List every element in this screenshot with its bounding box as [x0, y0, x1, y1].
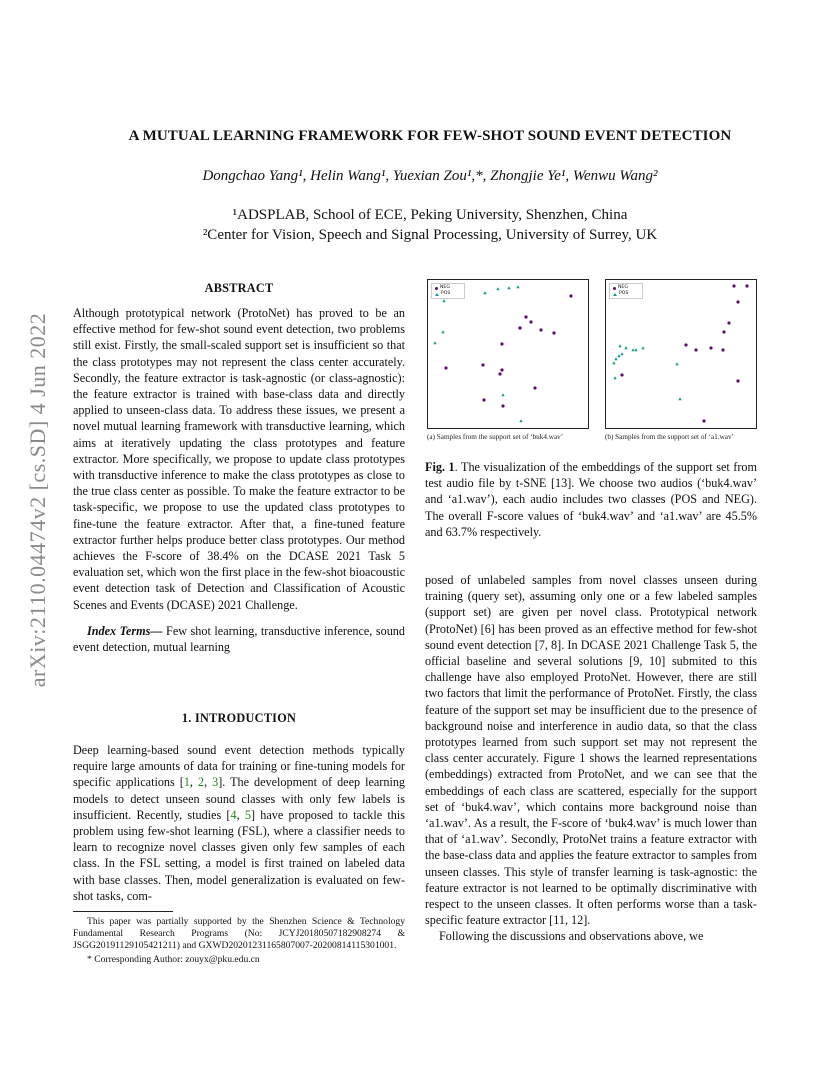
citation-link[interactable]: 1: [183, 775, 190, 790]
neg-point: [529, 320, 532, 323]
neg-point: [498, 372, 501, 375]
neg-point: [721, 348, 724, 351]
index-terms-label: Index Terms—: [87, 623, 163, 638]
citation-link[interactable]: 5: [244, 807, 251, 822]
neg-point: [524, 315, 527, 318]
neg-point: [722, 330, 725, 333]
intro-paragraph-3: Following the discussions and observations above, we: [439, 929, 704, 944]
pos-point: [634, 348, 637, 351]
affiliation-1: ¹ADSPLAB, School of ECE, Peking University, Shenzhen, China: [232, 207, 628, 223]
citation-link[interactable]: 3: [212, 775, 219, 790]
scatter-plot-buk4: [427, 279, 589, 429]
neg-point: [694, 348, 697, 351]
plot-legend: [609, 283, 643, 299]
figure-caption: [425, 459, 757, 540]
subcaption-a: (a) Samples from the support set of ‘buk4.wav’: [427, 433, 564, 441]
pos-point: [433, 341, 436, 344]
pos-point: [624, 346, 627, 349]
pos-point: [618, 344, 621, 347]
index-terms-text: Few shot learning, transductive inference, sound event detection, mutual learning: [73, 623, 405, 655]
pos-point: [641, 346, 644, 349]
abstract-heading: ABSTRACT: [204, 281, 274, 295]
paper-title: A MUTUAL LEARNING FRAMEWORK FOR FEW-SHOT SOUND EVENT DETECTION: [128, 128, 732, 144]
footnote-support-text: This paper was partially supported by the Shenzhen Science & Technology Fundamental Research Programs (No: JCYJ20180507182908274 & JSGG20191129105421211) and GXWD20201231165807007-20200814115301001.: [73, 916, 405, 951]
pos-marker-icon: [435, 293, 439, 296]
pos-point: [519, 419, 522, 422]
neg-point: [732, 284, 735, 287]
pos-point: [631, 348, 634, 351]
intro-heading: 1. INTRODUCTION: [181, 711, 297, 725]
intro-paragraph-2: posed of unlabeled samples from novel classes unseen during training (query set), assuming only one or a few labeled samples (support set) are given per novel class. Prototypical network (ProtoNet) [6] has been proved as an effective method for few-shot sound event detection [7, 8]. In DCASE 2021 Challenge Task 5, the official baseline and several solutions [9, 10] submited to this challenge have also employed ProtoNet. However, there are still two factors that limit the performance of ProtoNet. Firstly, the class feature of the support set may be insufficient due to the presence of background noise and interference in audio data, so that the class prototypes learned from such support set may not represent the class center accurately. Figure 1 shows the learned representations (embeddings) extracted from ProtoNet, and we can see that the embeddings of each class are scattered, especially for the support set of ‘buk4.wav’, which contains more background noise than ‘a1.wav’. As a result, the F-score of ‘buk4.wav’ is much lower than that of ‘a1.wav’. Secondly, ProtoNet trains a feature extractor with the base-class data and applies the feature extractor to samples from unseen classes. This style of transfer learning is task-agnostic: the feature extractor is not learned to be optimally discriminative with respect to the unseen classes. It often performs worse than a task-specific feature extractor [11, 12].: [425, 573, 757, 928]
pos-point: [678, 397, 681, 400]
neg-point: [481, 363, 484, 366]
neg-point: [684, 343, 687, 346]
neg-point: [552, 331, 555, 334]
citation-link[interactable]: 2: [197, 775, 205, 790]
pos-point: [496, 287, 499, 290]
pos-point: [516, 285, 519, 288]
intro-text-a: Deep learning-based sound event detection methods typically require large amounts of data for training or fine-tuning models for specific applications [: [73, 743, 405, 790]
neg-point: [539, 328, 542, 331]
legend-pos-label: POS: [619, 291, 629, 296]
legend-neg-label: NEG: [618, 285, 628, 290]
legend-pos-label: POS: [441, 291, 451, 296]
neg-point: [533, 386, 536, 389]
neg-point: [501, 404, 504, 407]
neg-marker-icon: [435, 287, 438, 290]
neg-point: [702, 419, 705, 422]
intro-continued: [425, 572, 757, 945]
pos-point: [442, 299, 445, 302]
footnote-corresponding: * Corresponding Author: zouyx@pku.edu.cn: [87, 954, 260, 965]
footnote-divider: [73, 911, 173, 912]
intro-paragraph-1: Deep learning-based sound event detection methods typically require large amounts of data for training or fine-tuning models for specific applications [1, 2, 3]. The development of deep learning models to detect unseen sound classes with only few labels is insufficient. Recently, studies [4, 5] have proposed to tackle this problem using few-shot learning (FSL), where a classifier needs to learn to recognize novel classes given only few samples of each class. In the FSL setting, a model is first trained on labeled data with base classes. Then, model generalization is evaluated on few-shot tasks, com-: [73, 743, 406, 903]
footnote-support: [73, 916, 405, 966]
intro-text-c: ] have proposed to tackle this problem using few-shot learning (FSL), where a classifier needs to learn to recognize novel classes given only few samples of each class. In the FSL setting, a model is first trained on labeled data with base classes. Then, model generalization is evaluated on few-shot tasks, com-: [73, 807, 405, 903]
subcaption-b: (b) Samples from the support set of ‘a1.wav’: [605, 433, 734, 441]
neg-point: [569, 294, 572, 297]
figure-caption-text: . The visualization of the embeddings of the support set from test audio file by t-SNE [13]. We choose two audios (‘buk4.wav’ and ‘a1.wav’), each audio includes two classes (POS and NEG). The overall F-score values of ‘buk4.wav’ and ‘a1.wav’ are 45.5% and 63.7% respectively.: [425, 460, 757, 539]
scatter-svg-a1: [606, 280, 756, 428]
affiliations: [60, 205, 800, 245]
pos-point: [620, 352, 623, 355]
neg-point: [736, 379, 739, 382]
pos-point: [612, 361, 615, 364]
pos-point: [675, 362, 678, 365]
pos-point: [507, 286, 510, 289]
plot-legend: [431, 283, 465, 299]
arxiv-identifier-text: arXiv:2110.04474v2 [cs.SD] 4 Jun 2022: [25, 312, 50, 688]
index-terms: [73, 623, 405, 655]
neg-point: [500, 342, 503, 345]
neg-point: [709, 346, 712, 349]
pos-point: [501, 393, 504, 396]
neg-point: [500, 368, 503, 371]
pos-point: [483, 291, 486, 294]
neg-marker-icon: [613, 287, 616, 290]
legend-neg-label: NEG: [440, 285, 450, 290]
neg-point: [736, 300, 739, 303]
neg-point: [727, 321, 730, 324]
neg-point: [518, 326, 521, 329]
pos-point: [613, 376, 616, 379]
abstract-text: Although prototypical network (ProtoNet) has proved to be an effective method for few-shot sound event detection, two problems still exist. Firstly, the small-scaled support set is insufficient so that the class prototypes may not represent the class center accurately. Secondly, the feature extractor is task-agnostic (or class-agnostic): the feature extractor is trained with base-class data and directly applied to unseen-class data. To address these issues, we present a novel mutual learning framework with transductive learning, which aims at iteratively updating the class prototypes and feature extractor. More specifically, we propose to update class prototypes with transductive inference to make the class prototypes as close to the true class center as possible. To make the feature extractor to be task-specific, we propose to use the updated class prototypes to fine-tune the feature extractor. After that, a fine-tuned feature extractor further helps produce better class prototypes. Our method achieves the F-score of 38.4% on the DCASE 2021 Task 5 evaluation set, which won the first place in the few-shot bioacoustic event detection task of Detection and Classification of Acoustic Scenes and Events (DCASE) 2021 Challenge.: [73, 306, 405, 612]
scatter-svg-buk4: [428, 280, 588, 428]
figure-caption-label: Fig. 1: [425, 460, 455, 474]
pos-point: [441, 330, 444, 333]
neg-point: [745, 284, 748, 287]
neg-point: [482, 398, 485, 401]
intro-text-b: ]. The development of deep learning models to detect unseen sound classes with only few labels is insufficient. Recently, studies [: [73, 775, 406, 822]
pos-marker-icon: [613, 293, 617, 296]
neg-point: [444, 366, 447, 369]
scatter-plot-a1: [605, 279, 757, 429]
pos-point: [614, 357, 617, 360]
arxiv-identifier: [18, 290, 58, 710]
citation-link[interactable]: 4: [230, 807, 237, 822]
author-list: Dongchao Yang¹, Helin Wang¹, Yuexian Zou¹,*, Zhongjie Ye¹, Wenwu Wang²: [202, 168, 658, 184]
affiliation-2: ²Center for Vision, Speech and Signal Processing, University of Surrey, UK: [202, 227, 658, 243]
pos-point: [617, 354, 620, 357]
neg-point: [620, 373, 623, 376]
intro-body: [73, 742, 405, 904]
abstract-body: [73, 305, 405, 655]
